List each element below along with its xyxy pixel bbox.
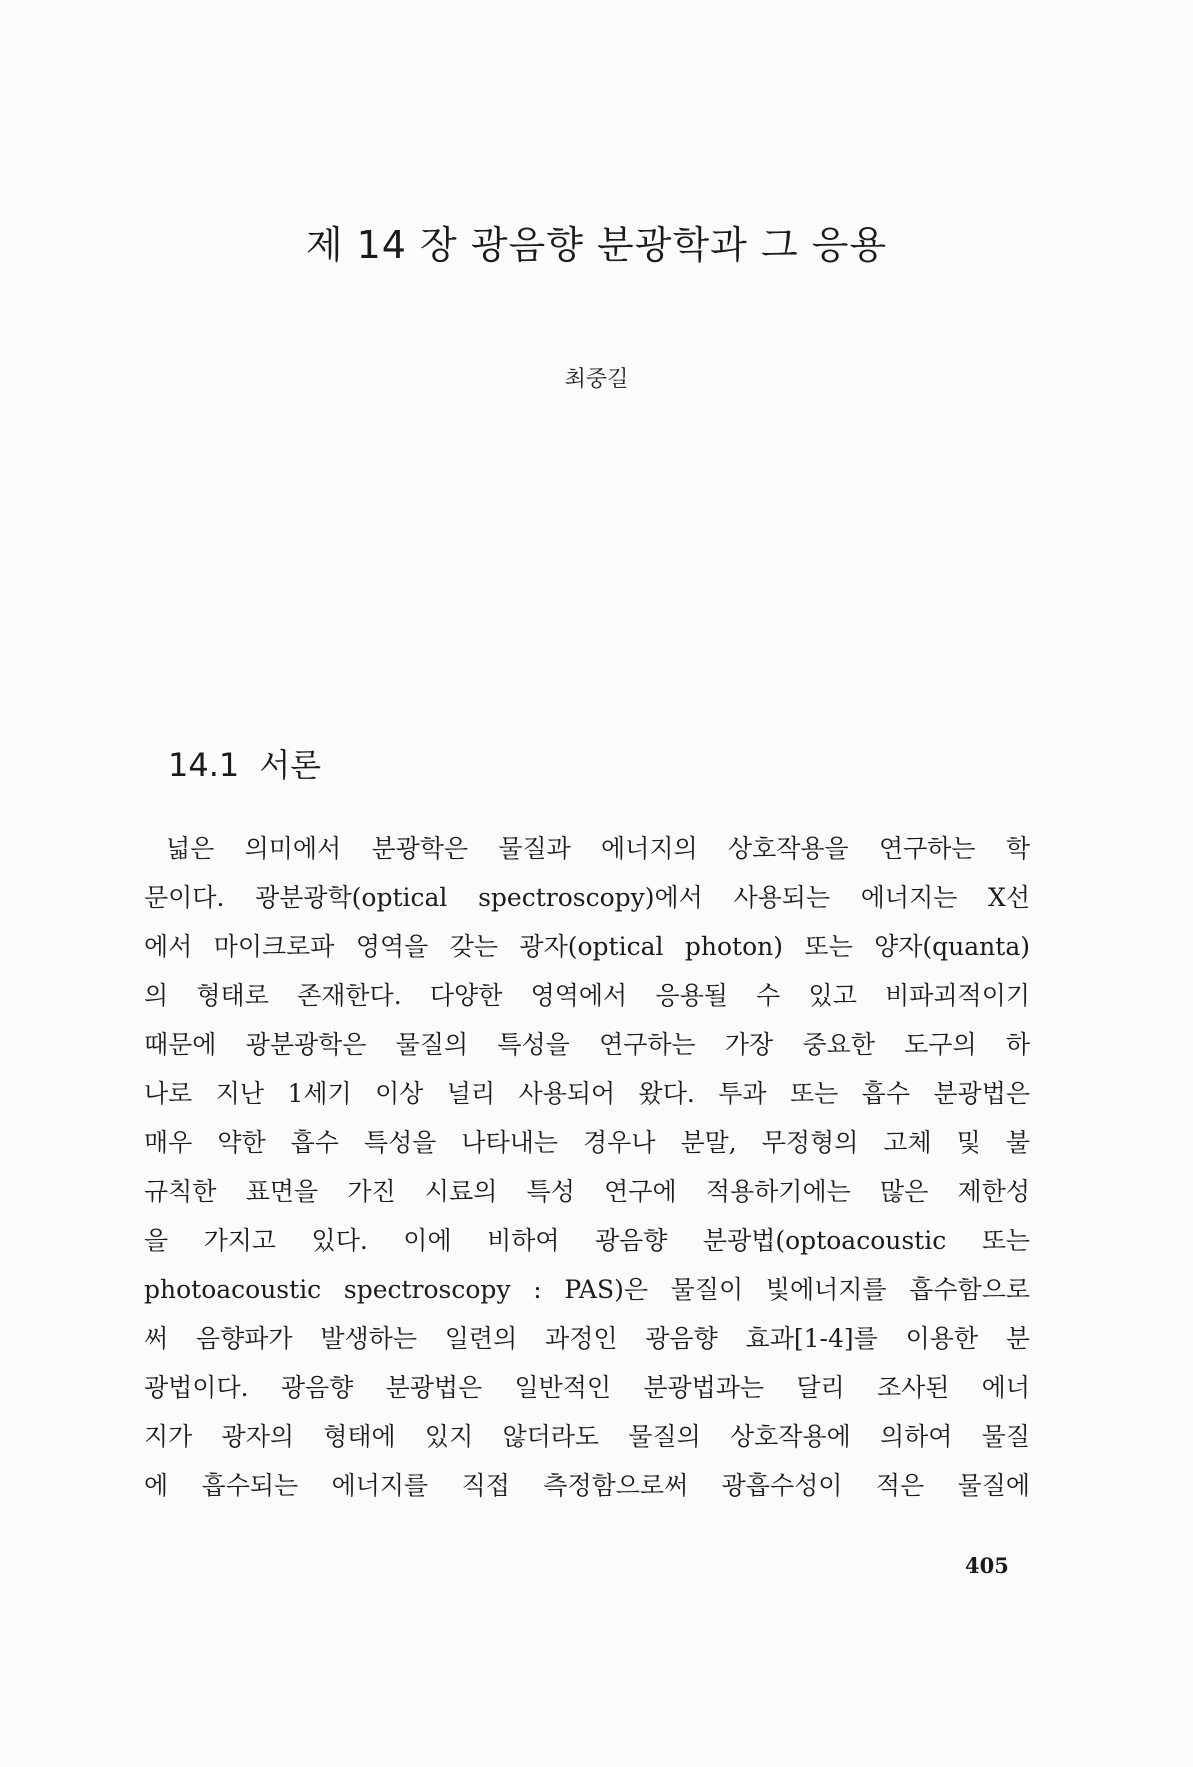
author-name: 최중길 <box>564 367 629 392</box>
paragraph-line: 의 형태로 존재한다. 다양한 영역에서 응용될 수 있고 비파괴적이기 <box>144 981 1030 1010</box>
section-heading <box>168 740 321 786</box>
paragraph-line: 문이다. 광분광학(optical spectroscopy)에서 사용되는 에너지는 X선 <box>144 883 1030 912</box>
paragraph-line: 을 가지고 있다. 이에 비하여 광음향 분광법(optoacoustic 또는 <box>144 1226 1030 1255</box>
paragraph-line: 써 음향파가 발생하는 일련의 과정인 광음향 효과[1-4]를 이용한 분 <box>144 1324 1030 1353</box>
paragraph-line: 에 흡수되는 에너지를 직접 측정함으로써 광흡수성이 적은 물질에 <box>144 1471 1030 1500</box>
body-paragraph <box>144 824 1030 1510</box>
paragraph-line: 에서 마이크로파 영역을 갖는 광자(optical photon) 또는 양자(quanta) <box>144 932 1030 961</box>
paragraph-line: 때문에 광분광학은 물질의 특성을 연구하는 가장 중요한 도구의 하 <box>144 1030 1030 1059</box>
section-title: 서론 <box>259 746 322 784</box>
page-number: 405 <box>965 1553 1009 1578</box>
chapter-title: 제 14 장 광음향 분광학과 그 응용 <box>305 223 888 267</box>
paragraph-line: 넓은 의미에서 분광학은 물질과 에너지의 상호작용을 연구하는 학 <box>166 834 1030 863</box>
paragraph-line: photoacoustic spectroscopy : PAS)은 물질이 빛에너지를 흡수함으로 <box>144 1275 1030 1304</box>
paragraph-line: 지가 광자의 형태에 있지 않더라도 물질의 상호작용에 의하여 물질 <box>144 1422 1030 1451</box>
paragraph-line: 규칙한 표면을 가진 시료의 특성 연구에 적용하기에는 많은 제한성 <box>144 1177 1030 1206</box>
paragraph-line: 광법이다. 광음향 분광법은 일반적인 분광법과는 달리 조사된 에너 <box>144 1373 1030 1402</box>
paragraph-line: 매우 약한 흡수 특성을 나타내는 경우나 분말, 무정형의 고체 및 불 <box>144 1128 1030 1157</box>
paragraph-line: 나로 지난 1세기 이상 널리 사용되어 왔다. 투과 또는 흡수 분광법은 <box>144 1079 1030 1108</box>
section-number: 14.1 <box>168 746 240 784</box>
